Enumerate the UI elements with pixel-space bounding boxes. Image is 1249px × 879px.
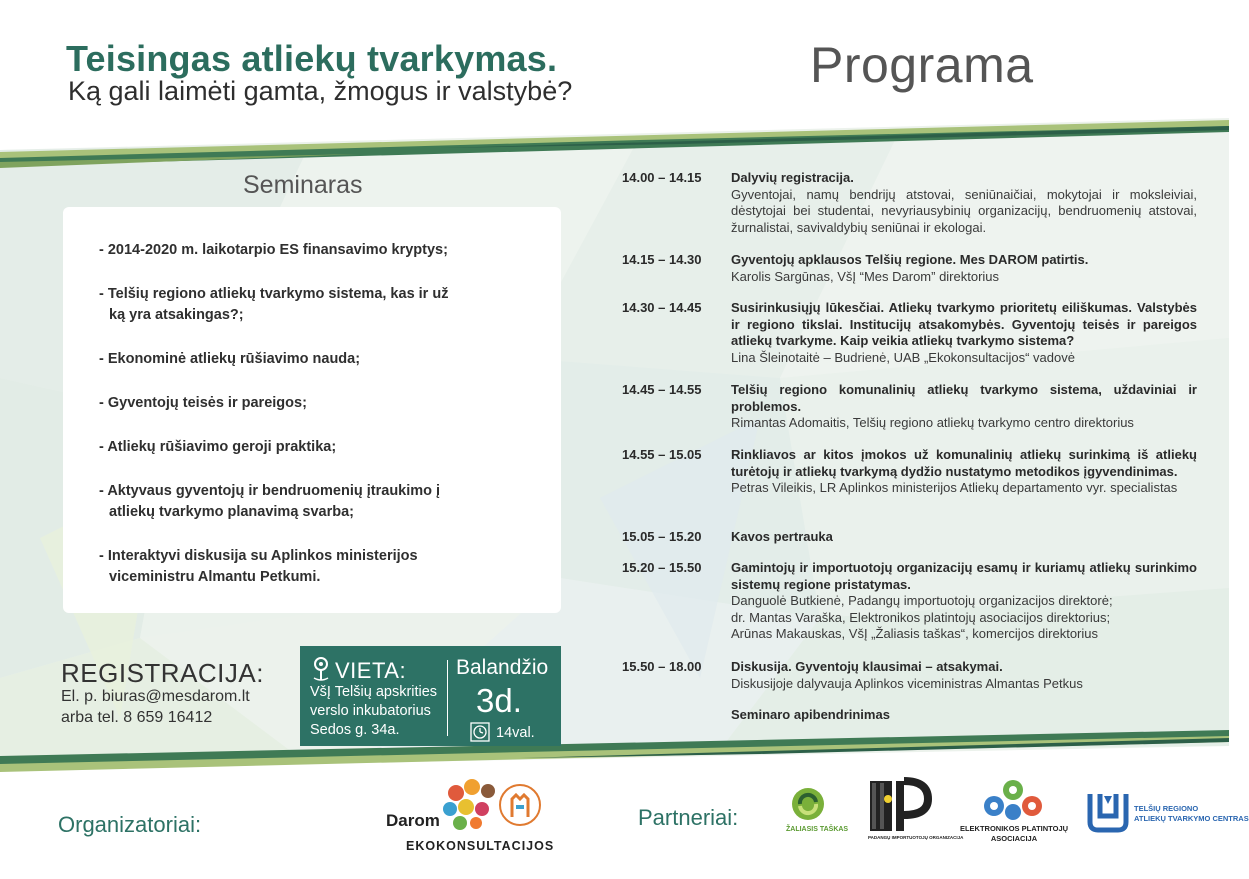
schedule-title: Kavos pertrauka	[731, 529, 833, 544]
topic-text-continued: ką yra atsakingas?;	[109, 307, 244, 323]
registration-title: REGISTRACIJA:	[61, 658, 264, 688]
event-day: 3d.	[476, 682, 522, 719]
clock-icon	[470, 722, 490, 742]
schedule-detail: Gyventojai, namų bendrijų atstovai, seniūnaičiai, mokytojai ir moksleiviai, dėstytojai bei studentai, nevyriausybinių organizacijų, bendruomenių atstovai, žurnalistai, savivaldybių seniūnai ir ekologai.	[731, 186, 1197, 235]
topic-text: - Atliekų rūšiavimo geroji praktika;	[99, 439, 337, 455]
schedule-title: Seminaro apibendrinimas	[731, 707, 890, 722]
schedule-body	[731, 170, 1197, 236]
venue-line: verslo inkubatorius	[310, 703, 431, 719]
schedule-body	[731, 659, 1197, 692]
telsiu-logo-text: TELŠIŲ REGIONO	[1134, 804, 1199, 813]
topic-item	[99, 284, 519, 326]
schedule-detail: Rimantas Adomaitis, Telšių regiono atliekų tvarkymo centro direktorius	[731, 415, 1134, 430]
telsiu-ratc-icon	[1086, 790, 1130, 834]
topic-text: - Interaktyvi diskusija su Aplinkos ministerijos	[99, 548, 418, 564]
schedule-time: 15.50 – 18.00	[622, 659, 702, 674]
schedule-body	[731, 300, 1197, 366]
main-title: Teisingas atliekų tvarkymas.	[66, 38, 558, 79]
schedule-detail: Karolis Sargūnas, VšĮ “Mes Darom” direktorius	[731, 268, 1000, 284]
event-hour: 14val.	[496, 725, 535, 741]
telsiu-ratc-logo	[1086, 790, 1249, 836]
schedule-detail: Diskusijoje dalyvauja Aplinkos viceministras Almantas Petkus	[731, 675, 1083, 691]
schedule-time: 14.30 – 14.45	[622, 300, 702, 315]
schedule-detail: dr. Mantas Varaška, Elektronikos platintojų asociacijos direktorius;	[731, 609, 1111, 625]
schedule-title: Gyventojų apklausos Telšių regione. Mes DAROM patirtis.	[731, 252, 1089, 267]
registration-phone: arba tel. 8 659 16412	[61, 709, 213, 726]
venue-line: Sedos g. 34a.	[310, 722, 400, 738]
topic-item	[99, 240, 519, 261]
organizers-label: Organizatoriai:	[58, 812, 202, 837]
topic-item	[99, 393, 519, 414]
schedule-body	[731, 707, 1197, 724]
topic-text: - Telšių regiono atliekų tvarkymo sistema, kas ir už	[99, 286, 449, 302]
venue-label: VIETA:	[335, 658, 407, 683]
location-pin-icon	[311, 656, 331, 682]
topic-text-continued: viceministru Almantu Petkumi.	[109, 569, 321, 585]
elektronikos-logo-text: ASOCIACIJA	[990, 834, 1038, 843]
topic-item	[99, 546, 519, 588]
ekokonsultacijos-logo-text: EKOKONSULTACIJOS	[406, 839, 555, 853]
schedule-time: 15.20 – 15.50	[622, 560, 702, 575]
schedule-time: 14.55 – 15.05	[622, 447, 702, 462]
topic-text: - Gyventojų teisės ir pareigos;	[99, 395, 307, 411]
darom-logo	[386, 777, 566, 857]
darom-faces-icon	[436, 777, 546, 833]
schedule-body	[731, 447, 1197, 497]
schedule-title: Dalyvių registracija.	[731, 170, 854, 185]
schedule-title: Telšių regiono komunalinių atliekų tvarkymo sistema, uždaviniai ir problemos.	[731, 382, 1197, 414]
schedule-detail: Petras Vileikis, LR Aplinkos ministerijos Atliekų departamento vyr. specialistas	[731, 480, 1178, 495]
padangu-logo	[868, 779, 964, 841]
subtitle: Ką gali laimėti gamta, žmogus ir valstybė?	[68, 76, 573, 106]
topic-text: - 2014-2020 m. laikotarpio ES finansavimo kryptys;	[99, 242, 448, 258]
schedule-time: 15.05 – 15.20	[622, 529, 702, 544]
schedule-title: Susirinkusiųjų lūkesčiai. Atliekų tvarkymo prioritetų eiliškumas. Valstybės ir regiono tikslai. Institucijų atsakomybės. Gyventojų teisės ir pareigos atliekų tvarkyme. Kaip veikia atliekų tvarkymo sistema?	[731, 300, 1197, 348]
schedule-body	[731, 529, 1197, 546]
topic-text-continued: atliekų tvarkymo planavimą svarba;	[109, 504, 355, 520]
partners-label: Partneriai:	[638, 805, 739, 830]
schedule-time: 14.15 – 14.30	[622, 252, 702, 267]
schedule-detail: Danguolė Butkienė, Padangų importuotojų organizacijos direktorė;	[731, 593, 1113, 608]
schedule-body	[731, 382, 1197, 432]
topic-item	[99, 481, 519, 523]
padangu-logo-text: PADANGŲ IMPORTUOTOJŲ ORGANIZACIJA	[868, 835, 964, 840]
zaliasis-logo-text: ŽALIASIS TAŠKAS	[786, 826, 849, 833]
telsiu-logo-text: ATLIEKŲ TVARKYMO CENTRAS	[1134, 814, 1249, 823]
topic-text: - Ekonominė atliekų rūšiavimo nauda;	[99, 351, 361, 367]
venue-divider	[447, 660, 448, 736]
tire-logo-icon	[868, 779, 932, 833]
schedule-detail: Lina Šleinotaitė – Budrienė, UAB „Ekokonsultacijos“ vadovė	[731, 349, 1075, 365]
schedule-detail: Arūnas Makauskas, VšĮ „Žaliasis taškas“, komercijos direktorius	[731, 626, 1099, 641]
elektronikos-logo	[950, 776, 1078, 844]
venue-line: VšĮ Telšių apskrities	[310, 684, 438, 700]
topics-card	[63, 207, 561, 613]
schedule-body	[731, 560, 1197, 643]
electronics-circles-icon	[978, 776, 1048, 822]
elektronikos-logo-text: ELEKTRONIKOS PLATINTOJŲ	[959, 824, 1069, 833]
programa-heading: Programa	[810, 37, 1034, 93]
topic-item	[99, 437, 519, 458]
schedule-body	[731, 252, 1197, 285]
topic-text: - Aktyvaus gyventojų ir bendruomenių įtraukimo į	[99, 483, 441, 499]
venue-box	[300, 646, 561, 746]
darom-logo-text: Darom	[386, 811, 440, 830]
seminar-heading: Seminaras	[243, 171, 363, 199]
schedule-time: 14.45 – 14.55	[622, 382, 702, 397]
registration-email: El. p. biuras@mesdarom.lt	[61, 688, 250, 705]
event-month: Balandžio	[456, 656, 549, 679]
topics-list	[99, 240, 519, 611]
schedule-title: Gamintojų ir importuotojų organizacijų esamų ir kuriamų atliekų surinkimo sistemų regione pristatymas.	[731, 560, 1197, 592]
schedule-title: Rinkliavos ar kitos įmokos už komunalinių atliekų surinkimą iš atliekų turėtojų ir atliekų tvarkymą dydžio nustatymo metodikos įgyvendinimas.	[731, 447, 1197, 479]
schedule-time: 14.00 – 14.15	[622, 170, 702, 185]
topic-item	[99, 349, 519, 370]
zaliasis-taskas-logo	[784, 780, 849, 840]
schedule-title: Diskusija. Gyventojų klausimai – atsakymai.	[731, 659, 1003, 674]
